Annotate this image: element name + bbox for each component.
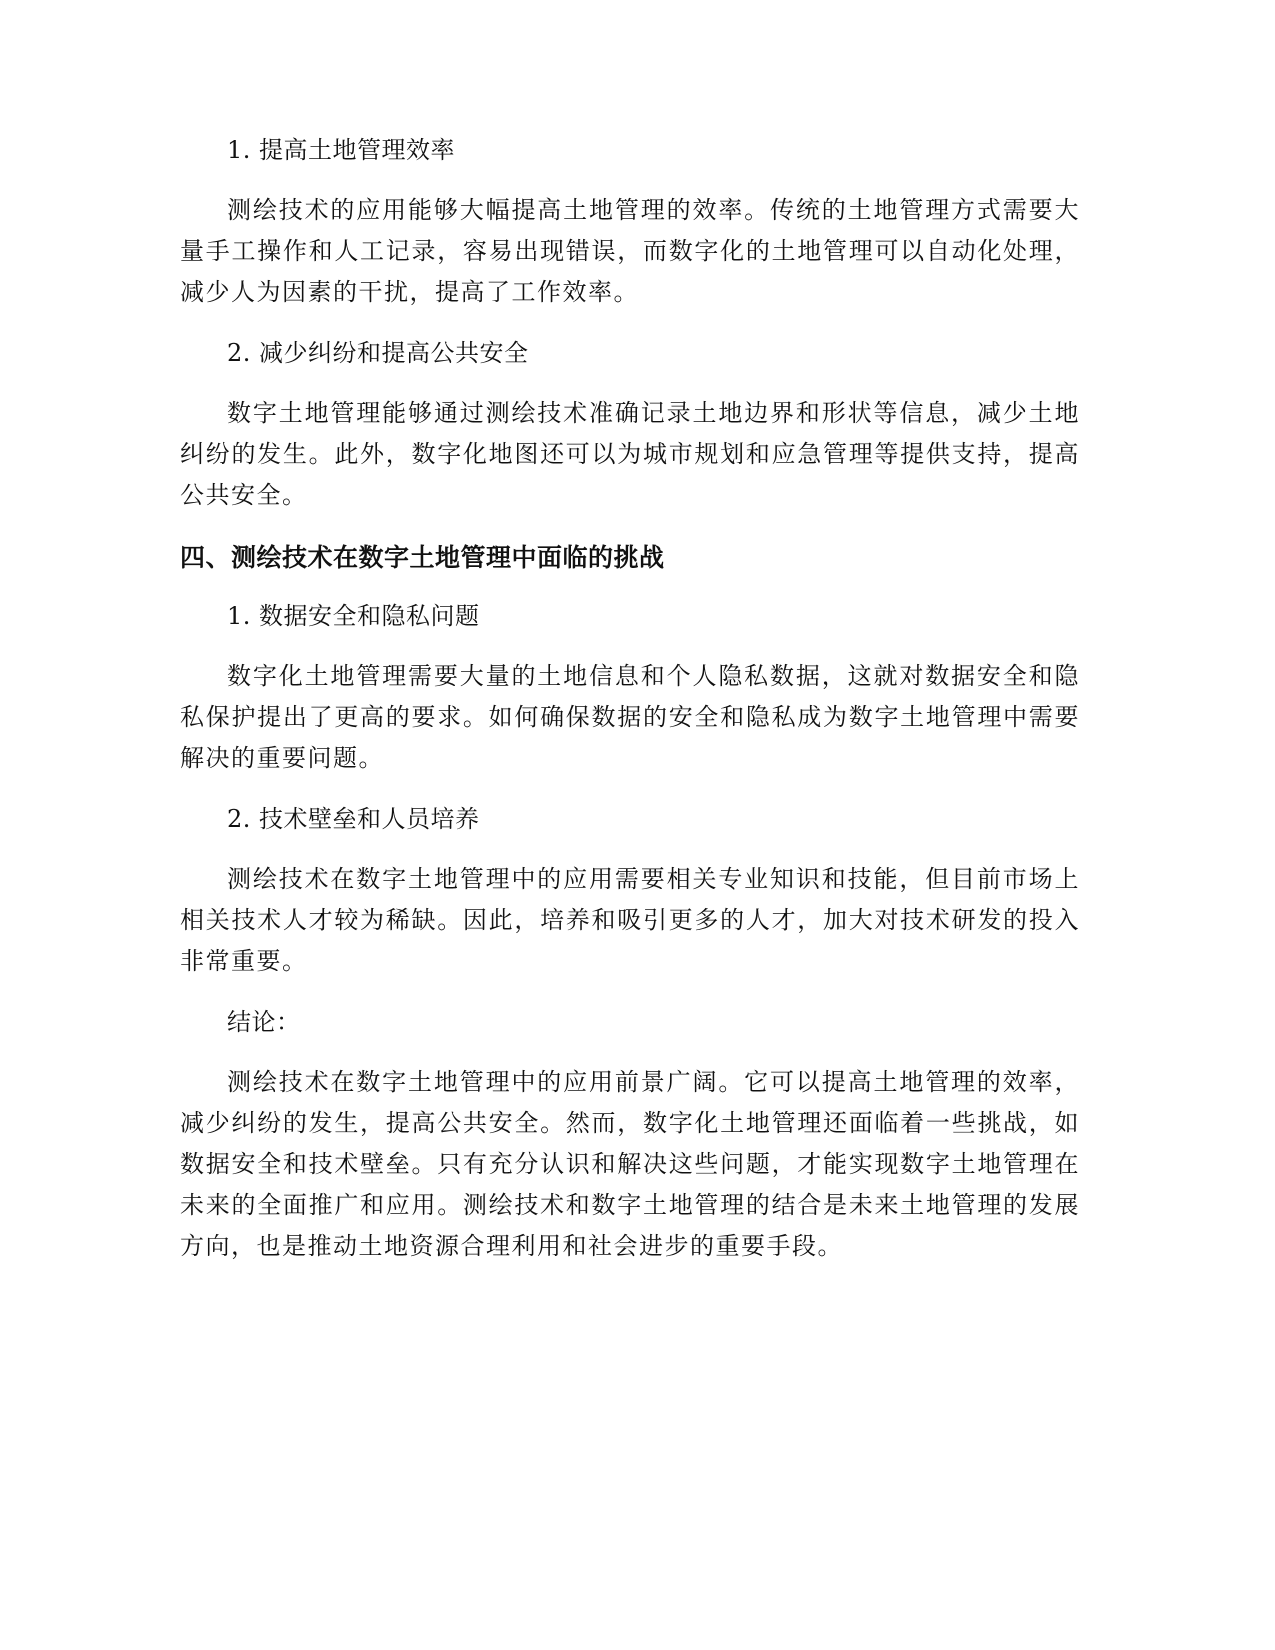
conclusion-label: 结论： xyxy=(227,1008,301,1036)
paragraph-efficiency: 测绘技术的应用能够大幅提高土地管理的效率。传统的土地管理方式需要大量手工操作和人工记录，容易出现错误，而数字化的土地管理可以自动化处理，减少人为因素的干扰，提高了工作效率。 xyxy=(180,196,1080,306)
paragraph-data-security: 数字化土地管理需要大量的土地信息和个人隐私数据，这就对数据安全和隐私保护提出了更高的要求。如何确保数据的安全和隐私成为数字土地管理中需要解决的重要问题。 xyxy=(180,662,1080,772)
subheading-talent: 2. 技术壁垒和人员培养 xyxy=(227,805,480,833)
subheading-disputes-safety: 2. 减少纠纷和提高公共安全 xyxy=(227,339,529,367)
paragraph-talent: 测绘技术在数字土地管理中的应用需要相关专业知识和技能，但目前市场上相关技术人才较为稀缺。因此，培养和吸引更多的人才，加大对技术研发的投入非常重要。 xyxy=(180,865,1080,975)
paragraph-conclusion: 测绘技术在数字土地管理中的应用前景广阔。它可以提高土地管理的效率，减少纠纷的发生，提高公共安全。然而，数字化土地管理还面临着一些挑战，如数据安全和技术壁垒。只有充分认识和解决这些问题，才能实现数字土地管理在未来的全面推广和应用。测绘技术和数字土地管理的结合是未来土地管理的发展方向，也是推动土地资源合理利用和社会进步的重要手段。 xyxy=(180,1068,1080,1260)
subheading-data-security: 1. 数据安全和隐私问题 xyxy=(227,602,480,630)
paragraph-disputes-safety: 数字土地管理能够通过测绘技术准确记录土地边界和形状等信息，减少土地纠纷的发生。此外，数字化地图还可以为城市规划和应急管理等提供支持，提高公共安全。 xyxy=(180,399,1080,509)
section-heading-challenges: 四、测绘技术在数字土地管理中面临的挑战 xyxy=(180,543,665,572)
subheading-efficiency: 1. 提高土地管理效率 xyxy=(227,136,456,164)
document-page xyxy=(180,130,1080,1267)
